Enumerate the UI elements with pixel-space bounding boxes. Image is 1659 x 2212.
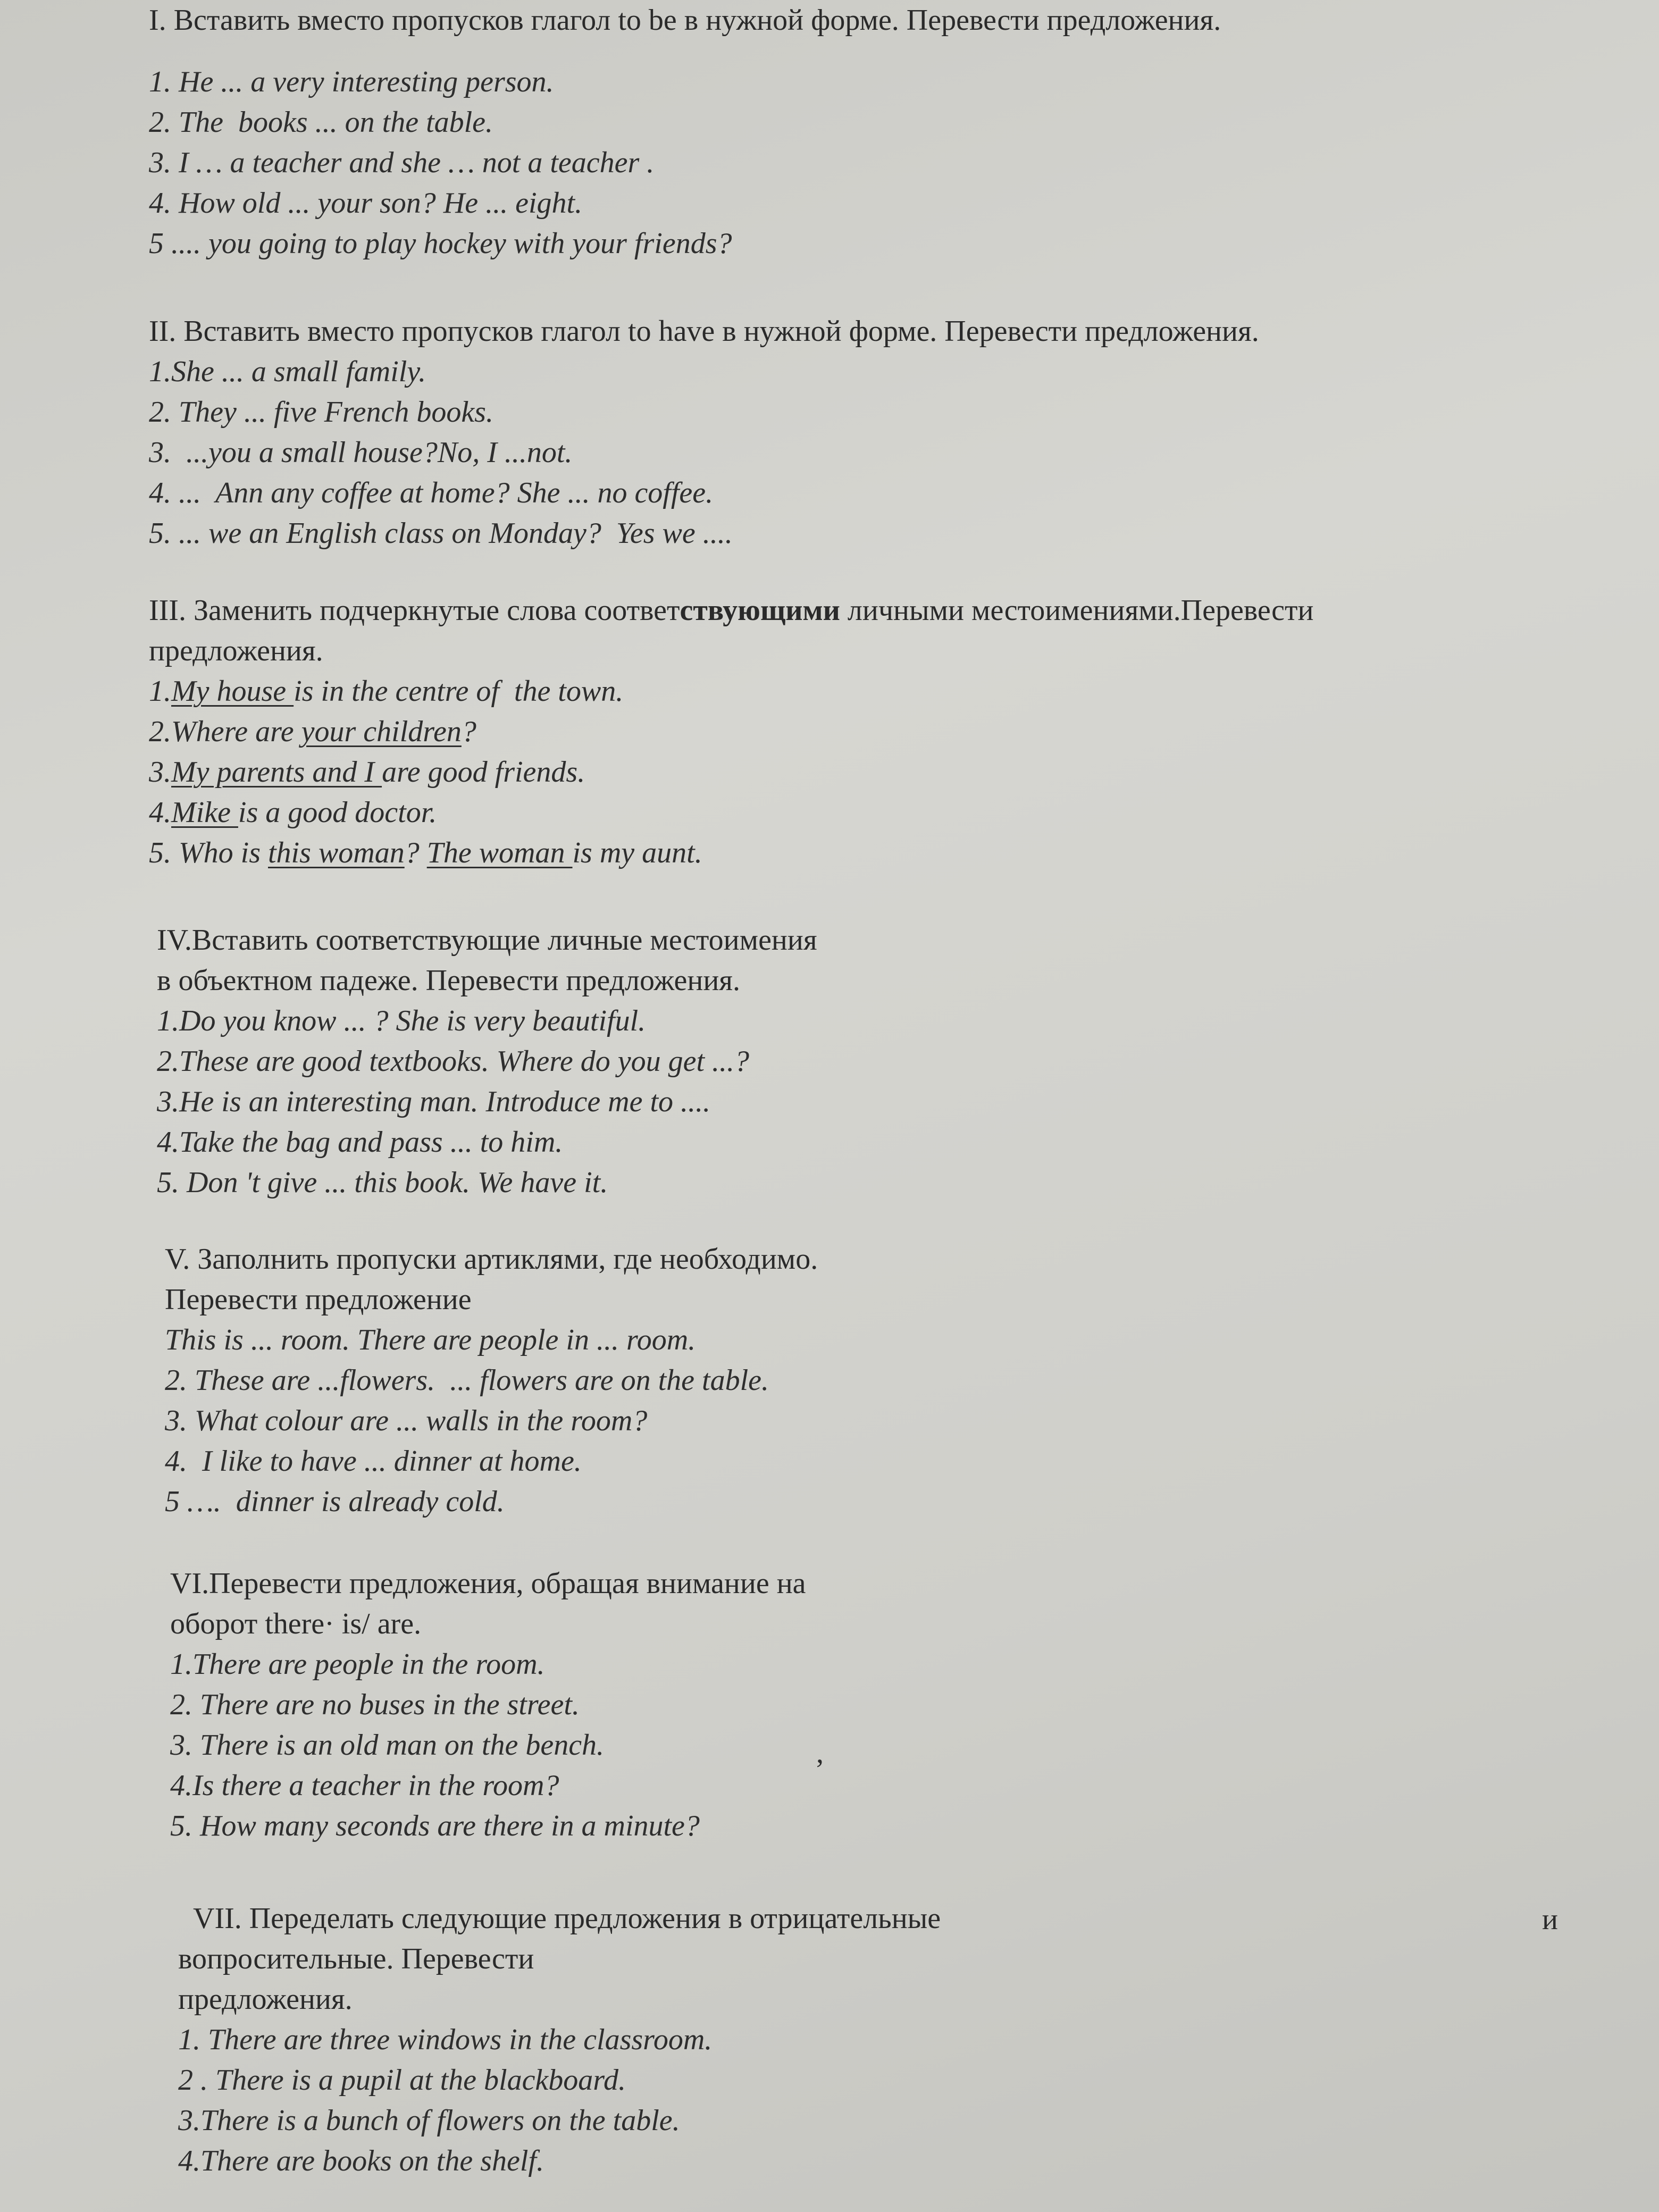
list-item: 2 . There is a pupil at the blackboard. (178, 2064, 626, 2097)
list-item: 1. He ... a very interesting person. (149, 65, 554, 98)
section-4 (157, 920, 1593, 1203)
list-item: 4. ... Ann any coffee at home? She ... no coffee. (149, 476, 714, 509)
section-5-heading-line2: Перевести предложение (165, 1283, 472, 1316)
list-item: 3. There is an old man on the bench. (170, 1729, 605, 1762)
list-item: 2. They ... five French books. (149, 396, 493, 429)
section-4-heading-line2: в объектном падеже. Перевести предложения. (157, 964, 741, 997)
list-item: 4.Mike is a good doctor. (149, 796, 437, 829)
list-item: 5 .... you going to play hockey with your friends? (149, 227, 732, 260)
section-3-heading-line2: предложения. (149, 634, 323, 667)
section-7-heading-line2: вопросительные. Перевести (178, 1942, 534, 1975)
list-item: 5 …. dinner is already cold. (165, 1485, 505, 1518)
stray-mark: , (816, 1737, 824, 1770)
list-item: 3.He is an interesting man. Introduce me to .... (157, 1085, 711, 1118)
section-6 (170, 1563, 1606, 1846)
list-item: 5. ... we an English class on Monday? Yes we .... (149, 517, 733, 550)
section-3-heading: III. Заменить подчеркнутые слова соответствующими личными местоимениями.Перевести (149, 594, 1314, 627)
section-7-heading: VII. Переделать следующие предложения в отрицательные (178, 1902, 941, 1935)
section-7-heading-right: и (1542, 1903, 1558, 1936)
list-item: 1. There are three windows in the classroom. (178, 2023, 713, 2056)
section-6-heading: VI.Перевести предложения, обращая внимание на (170, 1567, 806, 1600)
list-item: 1.My house is in the centre of the town. (149, 675, 624, 708)
list-item: 5. Who is this woman? The woman is my aunt. (149, 836, 702, 869)
list-item: 1.There are people in the room. (170, 1648, 545, 1681)
section-6-heading-line2: оборот there· is/ are. (170, 1607, 422, 1640)
list-item: 2. There are no buses in the street. (170, 1688, 580, 1721)
list-item: 3. What colour are ... walls in the room? (165, 1404, 648, 1437)
section-1 (149, 0, 1585, 264)
list-item: 3. I … a teacher and she … not a teacher . (149, 146, 655, 179)
list-item: 2.Where are your children? (149, 715, 476, 748)
list-item: 3.My parents and I are good friends. (149, 756, 585, 789)
section-4-heading: IV.Вставить соответствующие личные местоимения (157, 924, 817, 957)
section-1-heading: I. Вставить вместо пропусков глагол to be в нужной форме. Перевести предложения. (149, 4, 1221, 37)
list-item: 4. How old ... your son? He ... eight. (149, 187, 583, 220)
list-item: 2. The books ... on the table. (149, 106, 493, 139)
list-item: This is ... room. There are people in ... room. (165, 1323, 696, 1356)
list-item: 5. How many seconds are there in a minute? (170, 1809, 700, 1842)
section-5 (165, 1239, 1601, 1522)
section-7 (178, 1898, 1614, 2181)
section-5-heading: V. Заполнить пропуски артиклями, где необходимо. (165, 1243, 818, 1276)
section-2-heading: II. Вставить вместо пропусков глагол to have в нужной форме. Перевести предложения. (149, 315, 1259, 348)
list-item: 4.There are books on the shelf. (178, 2144, 544, 2177)
list-item: 5. Don 't give ... this book. We have it. (157, 1166, 608, 1199)
list-item: 2. These are ...flowers. ... flowers are on the table. (165, 1364, 769, 1397)
section-7-heading-line3: предложения. (178, 1983, 353, 2016)
list-item: 3. ...you a small house?No, I ...not. (149, 436, 573, 469)
list-item: 4. I like to have ... dinner at home. (165, 1445, 582, 1478)
section-3 (149, 590, 1585, 873)
list-item: 1.Do you know ... ? She is very beautiful. (157, 1004, 646, 1037)
list-item: 4.Is there a teacher in the room? (170, 1769, 559, 1802)
list-item: 4.Take the bag and pass ... to him. (157, 1126, 563, 1159)
list-item: 2.These are good textbooks. Where do you get ...? (157, 1045, 750, 1078)
list-item: 1.She ... a small family. (149, 355, 426, 388)
section-2 (149, 311, 1585, 554)
list-item: 3.There is a bunch of flowers on the table. (178, 2104, 680, 2137)
